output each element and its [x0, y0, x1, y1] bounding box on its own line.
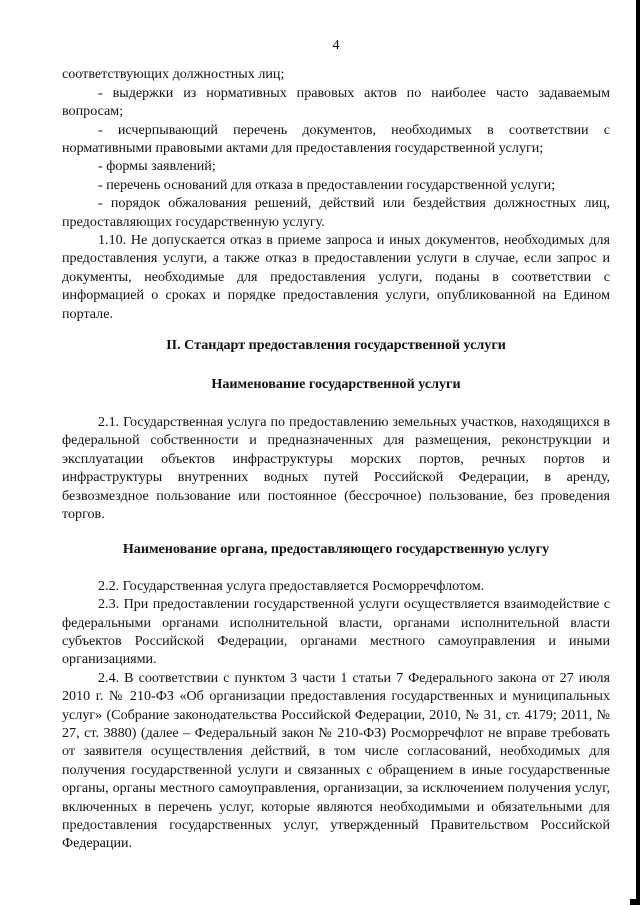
- list-item-appeal-procedure: - порядок обжалования решений, действий или бездействия должностных лиц, предоставляющих государственную услугу.: [62, 195, 610, 230]
- section-heading: II. Стандарт предоставления государственной услуги: [166, 337, 506, 354]
- list-item-forms: - формы заявлений;: [98, 158, 216, 175]
- list-item-faq-extracts: - выдержки из нормативных правовых актов по наиболее часто задаваемым вопросам;: [62, 84, 610, 120]
- subsection-heading-service-name: Наименование государственной услуги: [211, 375, 461, 392]
- organ-block: [62, 577, 610, 853]
- scan-edge: [636, 0, 640, 905]
- page-number: 4: [332, 37, 340, 53]
- subsection-heading-organ: Наименование органа, предоставляющего государственную услугу: [122, 541, 550, 558]
- scan-corner-mark: [630, 899, 636, 905]
- paragraph-1-10: 1.10. Не допускается отказ в приеме запроса и иных документов, необходимых для предоставления услуги, а также отказ в предоставлении услуги в случае, если запрос и документы, необходимые для предоставления услуги, поданы в соответствии с информацией о сроках и порядке предоставления услуги, опубликованной на Едином портале.: [62, 232, 610, 322]
- list-item-refusal-grounds: - перечень оснований для отказа в предоставлении государственной услуги;: [98, 176, 556, 193]
- paragraph-2-2: 2.2. Государственная услуга предоставляется Росморречфлотом.: [98, 577, 485, 594]
- service-name-block: [62, 413, 610, 523]
- paragraph-2-1: 2.1. Государственная услуга по предоставлению земельных участков, находящихся в федеральной собственности и предназначенных для размещения, реконструкции и эксплуатации объектов инфраструктуры морских портов, речных портов и инфраструктуры внутренних водных путей Российской Федерации, в аренду, безвозмездное пользование или постоянное (бессрочное) пользование, без проведения торгов.: [62, 413, 610, 522]
- info-list-block: [62, 65, 610, 323]
- paragraph-2-4: 2.4. В соответствии с пунктом 3 части 1 статьи 7 Федерального закона от 27 июля 2010 г. № 210-ФЗ «Об организации предоставления государственных и муниципальных услуг» (Собрание законодательства Российской Федерации, 2010, № 31, ст. 4179; 2011, № 27, ст. 3880) (далее – Федеральный закон № 210-ФЗ) Росморречфлот не вправе требовать от заявителя осуществления действий, в том числе согласований, необходимых для получения государственной услуги и связанных с обращением в иные государственные органы, органы местного самоуправления, организации, за исключением получения услуг, включенных в перечень услуг, которые являются необходимыми и обязательными для предоставления государственных услуг, утвержденный Правительством Российской Федерации.: [62, 669, 610, 852]
- paragraph-2-3: 2.3. При предоставлении государственной услуги осуществляется взаимодействие с федеральными органами исполнительной власти, органами исполнительной власти субъектов Российской Федерации, органами местного самоуправления и иными организациями.: [62, 596, 610, 668]
- list-item-documents: - исчерпывающий перечень документов, необходимых в соответствии с нормативными правовыми актами для предоставления государственной услуги;: [62, 121, 610, 157]
- paragraph: соответствующих должностных лиц;: [62, 66, 285, 83]
